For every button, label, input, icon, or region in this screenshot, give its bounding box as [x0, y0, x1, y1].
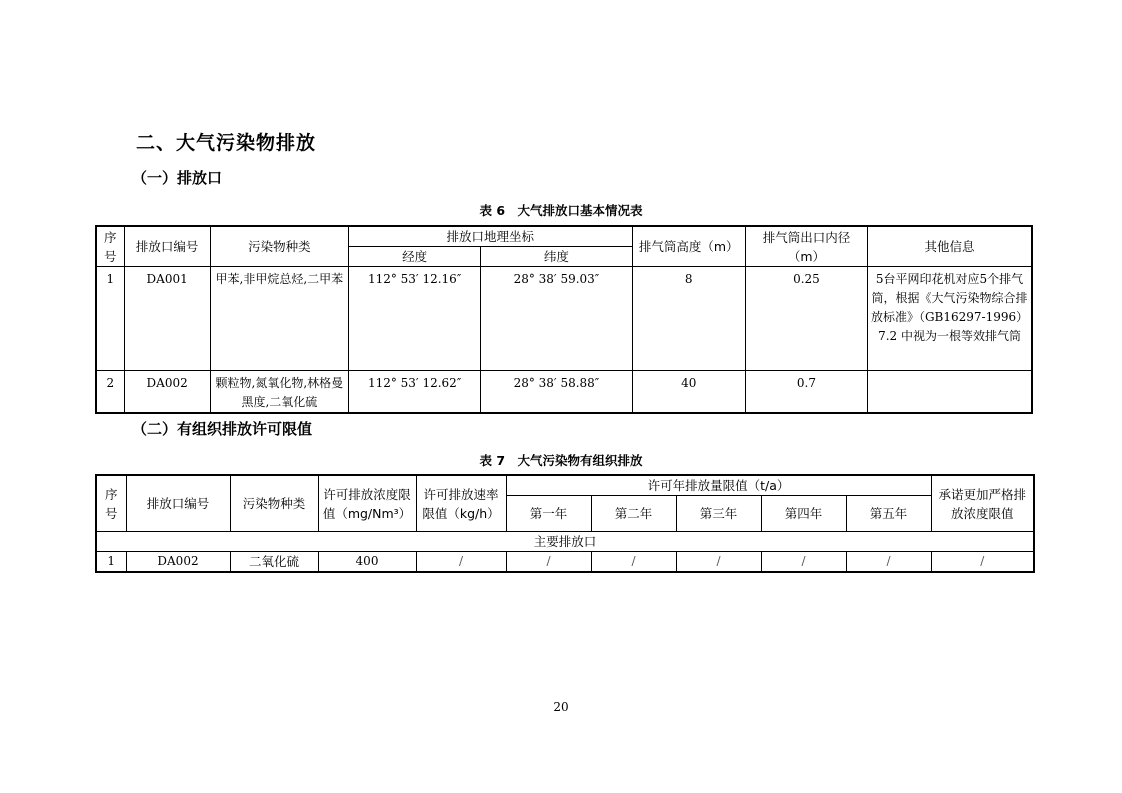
header-year-3: 第三年: [676, 496, 761, 532]
header-annual-limit: 许可年排放量限值（t/a）: [506, 475, 931, 496]
cell-outlet-code: DA001: [124, 267, 210, 371]
cell-pollutants: 甲苯,非甲烷总烃,二甲苯: [210, 267, 348, 371]
section-title: 二、大气污染物排放: [136, 132, 317, 154]
cell-longitude: 112° 53′ 12.16″: [349, 267, 481, 371]
header-pollutant-types: 污染物种类: [230, 475, 318, 532]
header-permit-rate: 许可排放速率限值（kg/h）: [416, 475, 506, 532]
cell-outlet-code: DA002: [124, 371, 210, 414]
header-stricter-limit: 承诺更加严格排放浓度限值: [931, 475, 1034, 532]
cell-stricter-limit: /: [931, 552, 1034, 573]
cell-seq: 2: [96, 371, 124, 414]
cell-stack-height: 8: [632, 267, 745, 371]
group-main-outlets: 主要排放口: [96, 532, 1034, 552]
cell-outlet-code: DA002: [126, 552, 230, 573]
cell-other-info: 5台平网印花机对应5个排气筒，根据《大气污染物综合排放标准》（GB16297-1996）7.2 中视为一根等效排气筒: [868, 267, 1032, 371]
header-year-4: 第四年: [761, 496, 846, 532]
cell-stack-height: 40: [632, 371, 745, 414]
cell-stack-diameter: 0.7: [745, 371, 867, 414]
table7-caption: 表 7 大气污染物有组织排放: [479, 453, 643, 468]
cell-year-4: /: [761, 552, 846, 573]
table-row: [96, 267, 1032, 371]
table6-caption: 表 6 大气排放口基本情况表: [479, 203, 643, 218]
header-outlet-code: 排放口编号: [124, 226, 210, 267]
header-stack-diameter: 排气筒出口内径（m）: [745, 226, 867, 267]
table-row: [96, 371, 1032, 414]
outlet-basic-info-table: [95, 225, 1033, 414]
header-coordinates: 排放口地理坐标: [349, 226, 633, 247]
cell-rate: /: [416, 552, 506, 573]
cell-year-2: /: [591, 552, 676, 573]
cell-stack-diameter: 0.25: [745, 267, 867, 371]
cell-year-1: /: [506, 552, 591, 573]
header-permit-concentration: 许可排放浓度限值（mg/Nm³）: [318, 475, 416, 532]
subsection-title-permit-limits: （二）有组织排放许可限值: [132, 420, 313, 438]
page-number: 20: [553, 700, 569, 714]
header-seq: 序号: [96, 226, 124, 267]
header-longitude: 经度: [349, 247, 481, 267]
cell-other-info: [868, 371, 1032, 414]
header-pollutant-types: 污染物种类: [210, 226, 348, 267]
cell-pollutant: 二氧化硫: [230, 552, 318, 573]
cell-concentration: 400: [318, 552, 416, 573]
cell-year-5: /: [846, 552, 931, 573]
cell-year-3: /: [676, 552, 761, 573]
cell-latitude: 28° 38′ 59.03″: [481, 267, 632, 371]
cell-longitude: 112° 53′ 12.62″: [349, 371, 481, 414]
cell-seq: 1: [96, 267, 124, 371]
header-stack-height: 排气筒高度（m）: [632, 226, 745, 267]
header-seq: 序号: [96, 475, 126, 532]
header-year-2: 第二年: [591, 496, 676, 532]
table-row: [96, 552, 1034, 573]
header-year-5: 第五年: [846, 496, 931, 532]
organized-emission-limits-table: [95, 474, 1035, 573]
cell-latitude: 28° 38′ 58.88″: [481, 371, 632, 414]
header-other-info: 其他信息: [868, 226, 1032, 267]
cell-seq: 1: [96, 552, 126, 573]
header-latitude: 纬度: [481, 247, 632, 267]
cell-pollutants: 颗粒物,氮氧化物,林格曼黑度,二氧化硫: [210, 371, 348, 414]
subsection-title-outlets: （一）排放口: [132, 169, 223, 187]
header-year-1: 第一年: [506, 496, 591, 532]
header-outlet-code: 排放口编号: [126, 475, 230, 532]
